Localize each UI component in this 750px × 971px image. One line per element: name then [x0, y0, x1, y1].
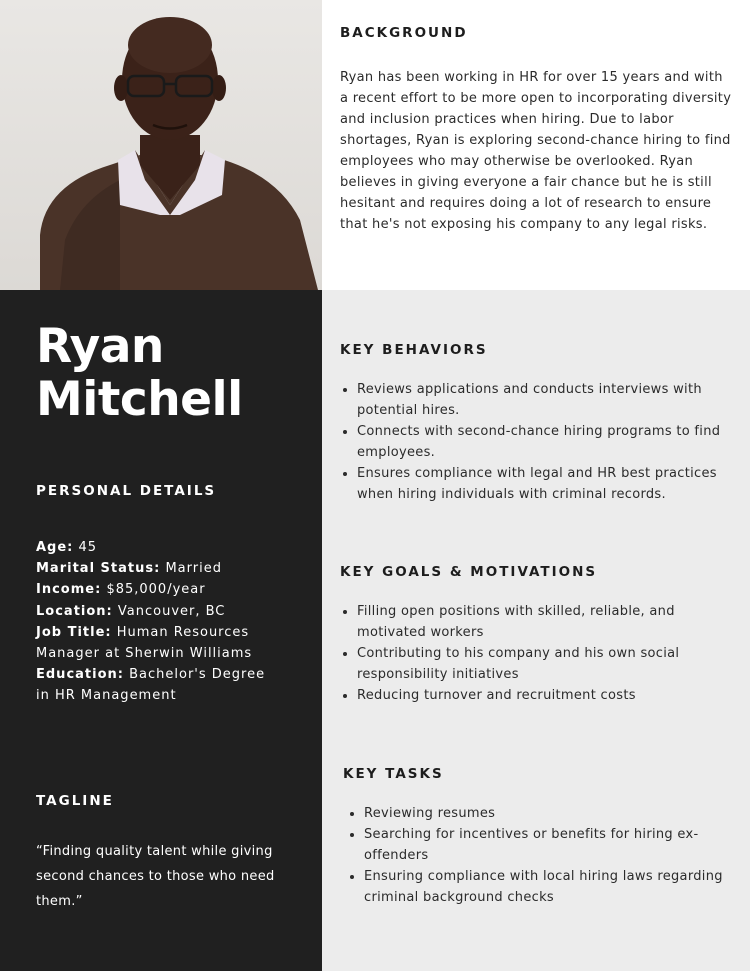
key-goals-list	[340, 601, 732, 706]
key-behaviors-heading: KEY BEHAVIORS	[340, 342, 488, 358]
tagline-text: “Finding quality talent while giving second chances to those who need them.”	[36, 844, 275, 909]
key-goals-heading: KEY GOALS & MOTIVATIONS	[340, 564, 598, 580]
list-item: Ensuring compliance with local hiring laws regarding criminal background checks	[347, 866, 732, 908]
persona-name	[36, 320, 243, 426]
list-item: Filling open positions with skilled, reliable, and motivated workers	[340, 601, 732, 643]
detail-age: Age: 45	[36, 540, 98, 555]
last-name: Mitchell	[36, 372, 243, 427]
detail-job-title: Job Title: Human Resources Manager at Sherwin Williams	[36, 624, 253, 662]
key-behaviors-section	[340, 342, 732, 505]
left-panel	[0, 290, 322, 971]
background-section	[322, 0, 750, 290]
first-name: Ryan	[36, 319, 164, 374]
list-item: Searching for incentives or benefits for hiring ex-offenders	[347, 824, 732, 866]
detail-marital-status: Marital Status: Married	[36, 561, 222, 577]
key-goals-section	[340, 564, 732, 706]
background-heading: BACKGROUND	[340, 25, 468, 41]
list-item: Reducing turnover and recruitment costs	[340, 685, 732, 706]
key-behaviors-list	[340, 379, 732, 505]
key-tasks-section	[343, 766, 732, 908]
list-item: Contributing to his company and his own social responsibility initiatives	[340, 643, 732, 685]
list-item: Ensures compliance with legal and HR best practices when hiring individuals with criminal records.	[340, 463, 732, 505]
portrait-illustration	[0, 0, 322, 290]
right-panel	[322, 290, 750, 971]
list-item: Reviewing resumes	[347, 803, 732, 824]
detail-education: Education: Bachelor's Degree in HR Management	[36, 667, 266, 704]
background-text: Ryan has been working in HR for over 15 years and with a recent effort to be more open to incorporating diversity and inclusion practices when hiring. Due to labor shortages, Ryan is exploring second-chance hiring to find employees who may otherwise be overlooked. Ryan believes in giving everyone a fair chance but he is still hesitant and requires doing a lot of research to ensure that he's not exposing his company to any legal risks.	[340, 70, 732, 232]
detail-location: Location: Vancouver, BC	[36, 603, 226, 619]
persona-photo	[0, 0, 322, 290]
detail-income: Income: $85,000/year	[36, 582, 206, 598]
tagline-heading: TAGLINE	[36, 793, 114, 809]
personal-details-heading: PERSONAL DETAILS	[36, 483, 217, 499]
key-tasks-heading: KEY TASKS	[343, 766, 444, 782]
personal-details-list	[36, 537, 276, 707]
list-item: Connects with second-chance hiring programs to find employees.	[340, 421, 732, 463]
key-tasks-list	[343, 803, 732, 908]
list-item: Reviews applications and conducts interviews with potential hires.	[340, 379, 732, 421]
